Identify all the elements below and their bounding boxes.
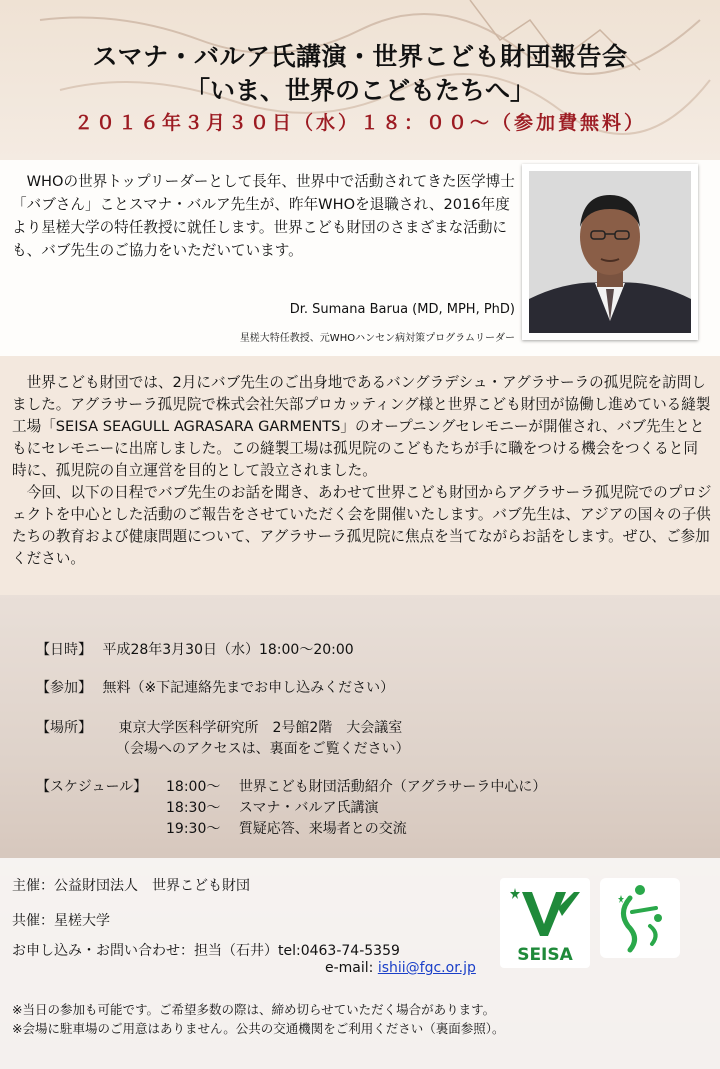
datetime-label: 【日時】 — [36, 642, 92, 658]
fee-label: 【参加】 — [36, 680, 92, 696]
body-text — [12, 372, 712, 570]
schedule-item — [166, 798, 379, 819]
venue-label: 【場所】 — [36, 720, 92, 736]
speaker-photo — [522, 164, 698, 340]
seisa-logo-text: SEISA — [517, 945, 573, 965]
email-line — [325, 960, 476, 976]
foundation-logo — [600, 878, 680, 958]
event-subtitle: 「いま、世界のこどもたちへ」 — [184, 76, 535, 105]
speaker-name: Dr. Sumana Barua (MD, MPH, PhD) — [289, 302, 515, 317]
datetime-value: 平成28年3月30日（水）18:00〜20:00 — [102, 642, 354, 658]
fee-value: 無料（※下記連絡先までお申し込みください） — [102, 680, 395, 696]
intro-paragraph: WHOの世界トップリーダーとして長年、世界中で活動されてきた医学博士「バブさん」ことスマナ・バルア先生が、昨年WHOを退職され、2016年度より星槎大学の特任教授に就任します。世界こども財団のさまざまな活動にも、バブ先生のご協力をいただいています。 — [12, 173, 515, 259]
note-walk-in: ※当日の参加も可能です。ご希望多数の際は、締め切らせていただく場合があります。 — [12, 1002, 496, 1017]
venue-note: （会場へのアクセスは、裏面をご覧ください） — [116, 741, 410, 757]
schedule-text: 世界こども財団活動紹介（アグラサーラ中心に） — [238, 779, 547, 795]
seisa-logo — [500, 878, 590, 968]
schedule-label: 【スケジュール】 — [36, 779, 148, 795]
detail-datetime — [36, 640, 354, 661]
contact-info: お申し込み・お問い合わせ：担当（石井）tel:0463-74-5359 — [12, 943, 400, 959]
schedule-item — [166, 819, 407, 840]
header — [0, 40, 720, 136]
schedule-text: 質疑応答、来場者との交流 — [238, 821, 407, 837]
body-paragraph-1: 世界こども財団では、2月にバブ先生のご出身地であるバングラデシュ・アグラサーラの孤児院を訪問しました。アグラサーラ孤児院で株式会社矢部プロカッティング様と世界こども財団が協働し進めている縫製工場「SEISA SEAGULL AGRASARA GARMENTS」のオープニングセレモニーが開催され、バブ先生とともにセレモニーに出席しました。この縫製工場は孤児院のこどもたちが手に職をつける機会をつくると同時に、孤児院の自立運営を目的として設立されました。 — [12, 374, 711, 479]
schedule-text: スマナ・バルア氏講演 — [238, 800, 379, 816]
email-prefix: e-mail: — [325, 960, 378, 976]
speaker-role: 星槎大特任教授、元WHOハンセン病対策プログラムリーダー — [239, 333, 515, 344]
schedule-time: 18:30〜 — [166, 800, 221, 816]
body-paragraph-2: 今回、以下の日程でバブ先生のお話を聞き、あわせて世界こども財団からアグラサーラ孤児院でのプロジェクトを中心とした活動のご報告をさせていただく会を開催いたします。バブ先生は、アジアの国々の子供たちの教育および健康問題について、アグラサーラ孤児院に焦点を当てながらお話をします。ぜひ、ご参加ください。 — [12, 484, 712, 567]
schedule-time: 18:00〜 — [166, 779, 221, 795]
detail-venue — [36, 718, 402, 739]
schedule-time: 19:30〜 — [166, 821, 221, 837]
event-date: ２０１６年３月３０日（水）１８：００〜（参加費無料） — [73, 112, 646, 134]
schedule-item — [166, 777, 546, 798]
organizer: 主催：公益財団法人 世界こども財団 — [12, 878, 250, 894]
detail-fee — [36, 678, 394, 699]
venue-value: 東京大学医科学研究所 2号館2階 大会議室 — [118, 720, 403, 736]
event-title: スマナ・バルア氏講演・世界こども財団報告会 — [92, 42, 628, 71]
cosponsor: 共催：星槎大学 — [12, 913, 110, 929]
email-link[interactable]: ishii@fgc.or.jp — [377, 960, 476, 976]
note-parking: ※会場に駐車場のご用意はありません。公共の交通機関をご利用ください（裏面参照）。 — [12, 1021, 505, 1036]
